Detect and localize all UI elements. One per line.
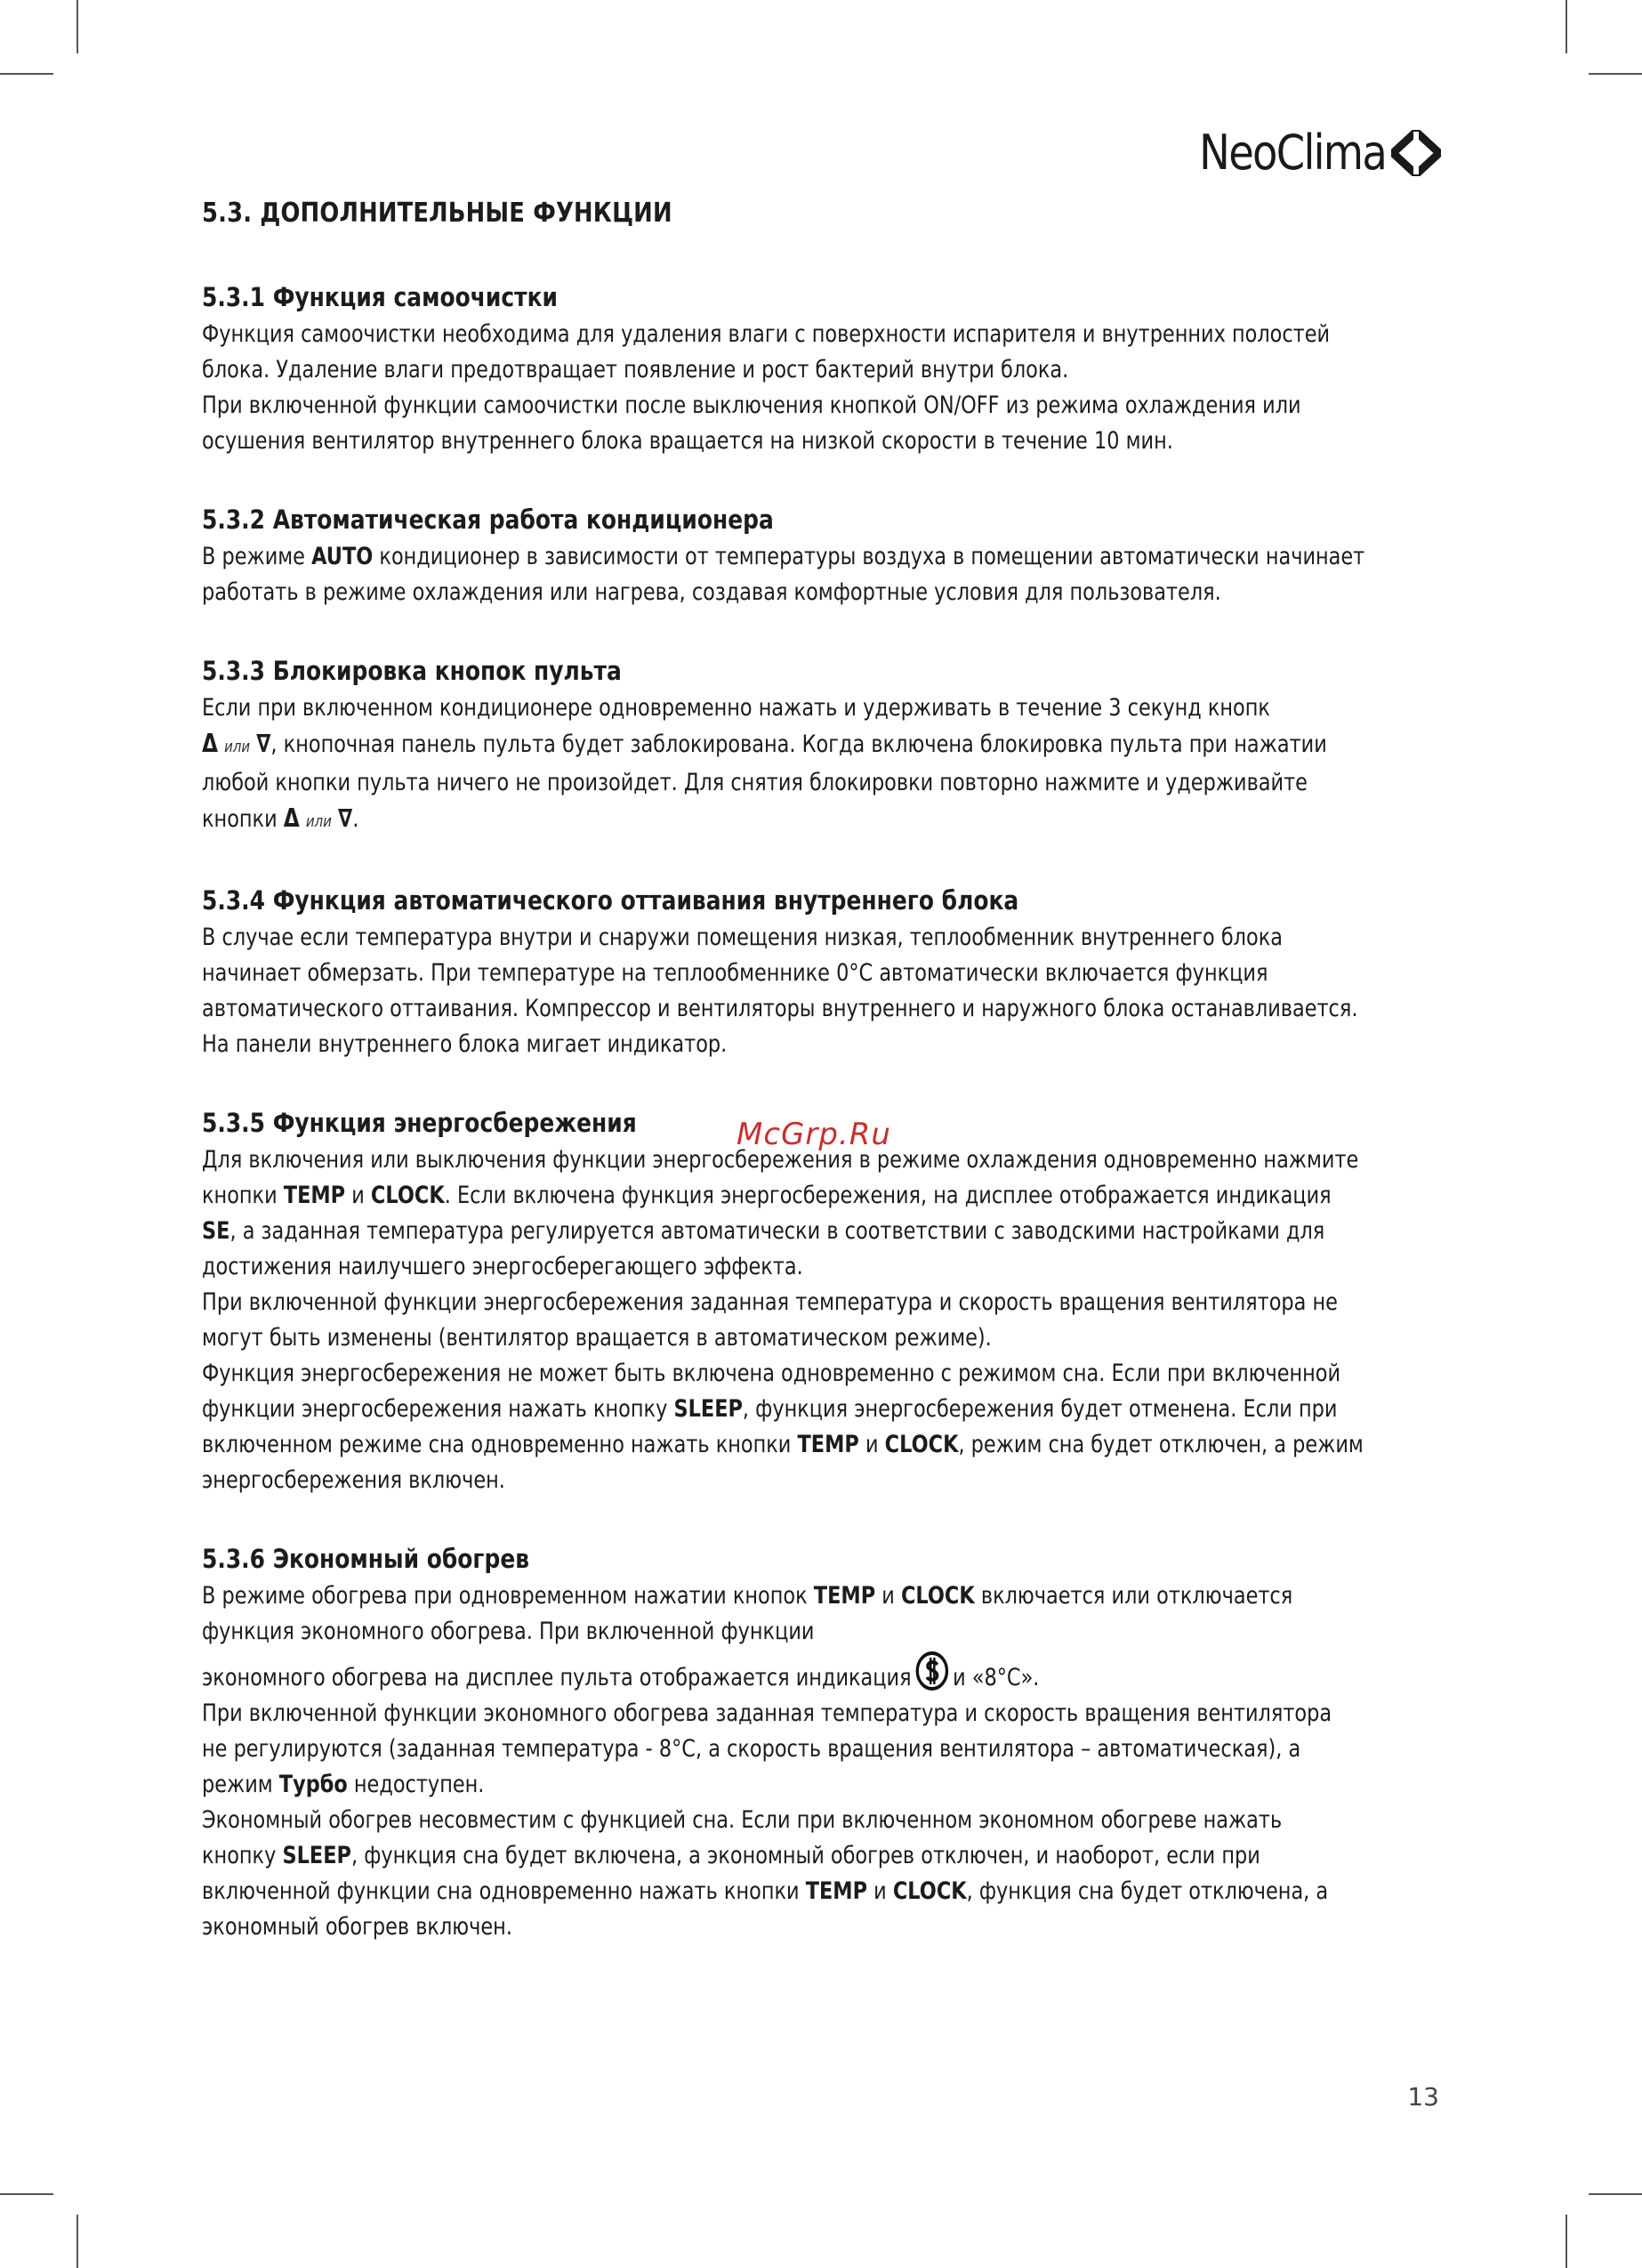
text-line: начинает обмерзать. При температуре на теплообменнике 0°С автоматически включается функция (202, 959, 1268, 987)
text-line: функции энергосбережения нажать кнопку SLEEP, функция энергосбережения будет отменена. Если при (202, 1395, 1338, 1423)
text-line: При включенной функции энергосбережения заданная температура и скорость вращения вентилятора не (202, 1288, 1338, 1316)
key-turbo: Турбо (278, 1771, 348, 1798)
triangle-up-icon: Δ (283, 803, 300, 833)
page-number: 13 (1407, 2082, 1439, 2111)
section-heading: 5.3.2 Автоматическая работа кондиционера (202, 504, 774, 535)
section-economy-heating (202, 1539, 1447, 1945)
section-self-cleaning (202, 278, 1447, 459)
text-line: функция экономного обогрева. При включенной функции (202, 1618, 815, 1645)
section-heading: 5.3.3 Блокировка кнопок пульта (202, 656, 622, 686)
section-heading: 5.3.1 Функция самоочистки (202, 282, 559, 312)
indicator-se: SE (202, 1217, 230, 1245)
key-sleep: SLEEP (282, 1842, 351, 1869)
crop-mark (0, 2193, 53, 2195)
crop-mark (76, 2215, 78, 2268)
crop-mark (1566, 0, 1567, 53)
text-line: не регулируются (заданная температура - 8°С, а скорость вращения вентилятора – автоматическая), а (202, 1735, 1301, 1763)
key-temp: TEMP (805, 1877, 868, 1905)
brand-name: NeoClima (1199, 125, 1386, 181)
key-clock: CLOCK (884, 1431, 959, 1458)
text-line: В случае если температура внутри и снаружи помещения низкая, теплообменник внутреннего блока (202, 924, 1283, 951)
text-line: работать в режиме охлаждения или нагрева, создавая комфортные условия для пользователя. (202, 578, 1221, 606)
crop-mark (1589, 2193, 1642, 2195)
text-line: В режиме AUTO кондиционер в зависимости от температуры воздуха в помещении автоматически начинает (202, 543, 1365, 570)
text-line: могут быть изменены (вентилятор вращается в автоматическом режиме). (202, 1324, 992, 1352)
text-line: Экономный обогрев несовместим с функцией сна. Если при включенном экономном обогреве нажать (202, 1806, 1283, 1834)
text-line: Функция самоочистки необходима для удаления влаги с поверхности испарителя и внутренних полостей (202, 320, 1331, 348)
brand-diamond-icon (1391, 130, 1441, 176)
text-line: автоматического оттаивания. Компрессор и вентиляторы внутреннего и наружного блока останавливается. (202, 995, 1358, 1022)
text-line: На панели внутреннего блока мигает индикатор. (202, 1030, 728, 1058)
text-line: При включенной функции самоочистки после выключения кнопкой ON/OFF из режима охлаждения или (202, 391, 1301, 419)
crop-mark (76, 0, 78, 53)
crop-mark (0, 73, 53, 75)
text-line: SE, а заданная температура регулируется автоматически в соответствии с заводскими настройками для (202, 1217, 1325, 1245)
triangle-down-icon: ∇ (338, 803, 353, 833)
text-line: кнопку SLEEP, функция сна будет включена, а экономный обогрев отключен, и наоборот, если при (202, 1842, 1260, 1869)
key-auto: AUTO (311, 543, 374, 570)
text-line: Функция энергосбережения не может быть включена одновременно с режимом сна. Если при включенной (202, 1360, 1341, 1387)
text-line: экономный обогрев включен. (202, 1913, 512, 1941)
crop-mark (1566, 2215, 1567, 2268)
key-temp: TEMP (283, 1182, 346, 1209)
section-heading: 5.3.6 Экономный обогрев (202, 1544, 530, 1574)
brand-logo (1169, 125, 1441, 181)
text-line: блока. Удаление влаги предотвращает появление и рост бактерий внутри блока. (202, 356, 1069, 383)
text-line: При включенной функции экономного обогрева заданная температура и скорость вращения вентилятора (202, 1699, 1332, 1727)
text-line: Δ или ∇, кнопочная панель пульта будет заблокирована. Когда включена блокировка пульта при нажатии (202, 729, 1327, 758)
triangle-down-icon: ∇ (256, 729, 271, 758)
section-button-lock (202, 651, 1447, 840)
section-auto-mode (202, 500, 1447, 610)
key-temp: TEMP (797, 1431, 859, 1458)
section-energy-saving (202, 1103, 1447, 1498)
key-clock: CLOCK (900, 1582, 975, 1610)
document-body (202, 196, 1447, 1986)
section-auto-defrost (202, 881, 1447, 1062)
text-line: кнопки TEMP и CLOCK. Если включена функция энергосбережения, на дисплее отображается индикация (202, 1182, 1332, 1209)
text-line: Для включения или выключения функции энергосбережения в режиме охлаждения одновременно нажмите (202, 1146, 1359, 1174)
economy-dollar-icon (914, 1650, 950, 1692)
text-line: кнопки Δ или ∇. (202, 803, 359, 833)
section-heading: 5.3.4 Функция автоматического оттаивания внутреннего блока (202, 885, 1019, 916)
key-temp: TEMP (813, 1582, 876, 1610)
key-clock: CLOCK (370, 1182, 445, 1209)
text-line: В режиме обогрева при одновременном нажатии кнопок TEMP и CLOCK включается или отключается (202, 1582, 1293, 1610)
text-line: режим Турбо недоступен. (202, 1771, 485, 1798)
key-clock: CLOCK (892, 1877, 967, 1905)
text-line: Если при включенном кондиционере одновременно нажать и удерживать в течение 3 секунд кнопк (202, 694, 1270, 722)
text-line: энергосбережения включен. (202, 1466, 505, 1494)
key-sleep: SLEEP (673, 1395, 743, 1423)
page-title: 5.3. ДОПОЛНИТЕЛЬНЫЕ ФУНКЦИИ (202, 198, 672, 229)
watermark: McGrp.Ru (736, 1117, 891, 1152)
text-line: включенном режиме сна одновременно нажать кнопки TEMP и CLOCK, режим сна будет отключен, а режим (202, 1431, 1364, 1458)
text-line: включенной функции сна одновременно нажать кнопки TEMP и CLOCK, функция сна будет отключена, а (202, 1877, 1329, 1905)
text-line: достижения наилучшего энергосберегающего эффекта. (202, 1253, 803, 1280)
crop-mark (1589, 73, 1642, 75)
text-line: экономного обогрева на дисплее пульта отображается индикация и «8°С». (202, 1650, 1442, 1696)
text-line: осушения вентилятор внутреннего блока вращается на низкой скорости в течение 10 мин. (202, 427, 1173, 455)
triangle-up-icon: Δ (202, 729, 218, 758)
section-heading: 5.3.5 Функция энергосбережения (202, 1108, 637, 1138)
text-line: любой кнопки пульта ничего не произойдет. Для снятия блокировки повторно нажмите и удерживайте (202, 769, 1308, 796)
